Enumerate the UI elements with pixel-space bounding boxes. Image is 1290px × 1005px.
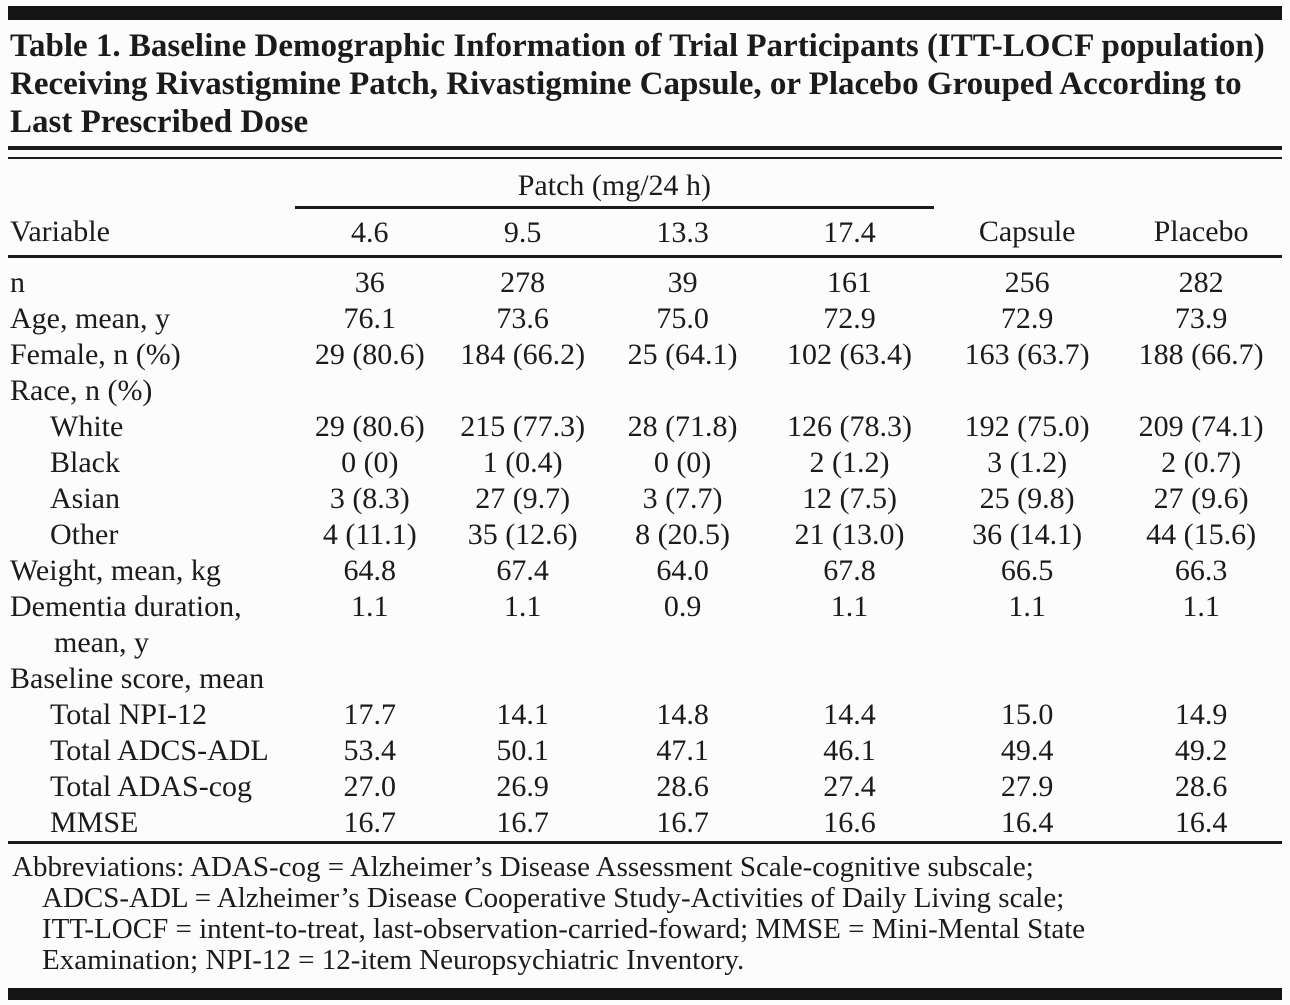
- cell-value: 64.0: [656, 554, 709, 587]
- cell-value: 27.9: [1000, 770, 1054, 803]
- cell-value: 47.1: [656, 734, 709, 767]
- cell-value: 27 (9.7): [475, 482, 571, 515]
- cell-value: [600, 373, 764, 409]
- cell-value: 50.1: [496, 734, 549, 767]
- cell-value: [934, 373, 1120, 409]
- cell-value: 1 (0.4): [482, 446, 563, 479]
- column-header-4.6: 4.6: [295, 208, 445, 257]
- cell-value: [765, 373, 934, 409]
- table-row-other: [8, 517, 1282, 553]
- footnote-line: ADCS-ADL = Alzheimer’s Disease Cooperative Study-Activities of Daily Living scale;: [42, 882, 1065, 914]
- cell-value: 36: [354, 266, 385, 299]
- column-header-row: [8, 208, 1282, 257]
- cell-value: 14.4: [823, 698, 876, 731]
- table-title: Table 1. Baseline Demographic Information of Trial Participants (ITT-LOCF population) Receiving Rivastigmine Patch, Rivastigmine Capsule, or Placebo Grouped According to Last Prescribed Dose: [10, 28, 1265, 140]
- cell-value: 28 (71.8): [627, 410, 738, 443]
- table-row-age-mean-y: [8, 301, 1282, 337]
- cell-value: 67.4: [496, 554, 549, 587]
- cell-value: 3 (7.7): [642, 482, 723, 515]
- column-header-variable: Variable: [8, 208, 295, 257]
- abbreviations-footnote: [8, 841, 1282, 986]
- cell-value: 44 (15.6): [1146, 518, 1257, 551]
- cell-value: [934, 661, 1120, 697]
- table-row-mmse: [8, 805, 1282, 841]
- row-label: Other: [50, 518, 119, 551]
- cell-value: 15.0: [1000, 698, 1054, 731]
- cell-value: [765, 661, 934, 697]
- cell-value: 282: [1178, 266, 1224, 299]
- column-header-17.4: 17.4: [765, 208, 934, 257]
- group-header-spacer: [1120, 159, 1282, 208]
- cell-value: 0.9: [663, 590, 702, 623]
- cell-value: 161: [826, 266, 872, 299]
- cell-value: 64.8: [343, 554, 397, 587]
- cell-value: [295, 661, 445, 697]
- cell-value: 215 (77.3): [460, 410, 586, 443]
- cell-value: 4 (11.1): [322, 518, 417, 551]
- group-header-row: [8, 159, 1282, 208]
- row-label: Black: [50, 446, 120, 479]
- table-row-n: [8, 257, 1282, 302]
- footnote-line: Abbreviations: ADAS-cog = Alzheimer’s Disease Assessment Scale-cognitive subscale;: [12, 851, 1034, 883]
- table-row-baseline-score-mean: [8, 661, 1282, 697]
- cell-value: 25 (9.8): [979, 482, 1075, 515]
- cell-value: 1.1: [1182, 590, 1220, 623]
- column-header-placebo: Placebo: [1120, 208, 1282, 257]
- cell-value: 36 (14.1): [972, 518, 1083, 551]
- cell-value: 14.9: [1174, 698, 1228, 731]
- row-label: MMSE: [50, 806, 139, 839]
- cell-value: 28.6: [1174, 770, 1228, 803]
- table-row-dementia-duration: [8, 589, 1282, 661]
- cell-value: 66.5: [1000, 554, 1054, 587]
- table-row-asian: [8, 481, 1282, 517]
- cell-value: 1.1: [1008, 590, 1046, 623]
- cell-value: 1.1: [503, 590, 542, 623]
- cell-value: 25 (64.1): [627, 338, 738, 371]
- cell-value: 35 (12.6): [467, 518, 578, 551]
- cell-value: [1120, 373, 1282, 409]
- column-header-capsule: Capsule: [934, 208, 1120, 257]
- cell-value: 188 (66.7): [1138, 338, 1264, 371]
- row-label-continuation: mean, y: [54, 626, 149, 659]
- table-row-white: [8, 409, 1282, 445]
- table-row-total-npi-12: [8, 697, 1282, 733]
- table-row-female-n: [8, 337, 1282, 373]
- row-label: Race, n (%): [10, 374, 153, 407]
- cell-value: 2 (0.7): [1161, 446, 1242, 479]
- cell-value: [295, 373, 445, 409]
- row-label: n: [10, 266, 25, 299]
- cell-value: 27.4: [823, 770, 876, 803]
- cell-value: 29 (80.6): [314, 410, 425, 443]
- cell-value: [600, 661, 764, 697]
- footnote-line: Examination; NPI-12 = 12-item Neuropsychiatric Inventory.: [42, 944, 745, 976]
- cell-value: 46.1: [823, 734, 876, 767]
- cell-value: 3 (1.2): [987, 446, 1068, 479]
- cell-value: 28.6: [656, 770, 709, 803]
- cell-value: 66.3: [1174, 554, 1228, 587]
- cell-value: 0 (0): [341, 446, 399, 479]
- bottom-rule-bar: [8, 988, 1282, 1000]
- cell-value: 14.8: [656, 698, 709, 731]
- table-row-total-adcs-adl: [8, 733, 1282, 769]
- title-separator: [8, 146, 1282, 159]
- row-label: Baseline score, mean: [10, 662, 265, 695]
- cell-value: 163 (63.7): [964, 338, 1090, 371]
- footnote-line: ITT-LOCF = intent-to-treat, last-observation-carried-foward; MMSE = Mini-Mental State: [42, 913, 1086, 945]
- table-row-race-n: [8, 373, 1282, 409]
- column-header-9.5: 9.5: [445, 208, 600, 257]
- cell-value: 16.7: [343, 806, 397, 839]
- cell-value: 26.9: [496, 770, 549, 803]
- group-header-spacer: [8, 159, 295, 208]
- cell-value: 0 (0): [653, 446, 712, 479]
- cell-value: 27 (9.6): [1153, 482, 1249, 515]
- cell-value: 192 (75.0): [964, 410, 1090, 443]
- table-row-total-adas-cog: [8, 769, 1282, 805]
- cell-value: 72.9: [1000, 302, 1054, 335]
- cell-value: 1.1: [351, 590, 389, 623]
- table-body: [8, 257, 1282, 842]
- cell-value: 126 (78.3): [786, 410, 912, 443]
- top-rule-bar: [8, 6, 1282, 20]
- cell-value: 73.6: [496, 302, 549, 335]
- cell-value: 27.0: [343, 770, 397, 803]
- cell-value: 278: [500, 266, 546, 299]
- cell-value: 256: [1004, 266, 1050, 299]
- cell-value: 16.4: [1174, 806, 1228, 839]
- cell-value: 49.2: [1174, 734, 1228, 767]
- patch-group-header: Patch (mg/24 h): [295, 159, 935, 208]
- group-header-spacer: [934, 159, 1120, 208]
- cell-value: 49.4: [1000, 734, 1054, 767]
- row-label: Dementia duration, mean, y: [8, 589, 295, 661]
- row-label: Total ADAS-cog: [50, 770, 253, 803]
- cell-value: 2 (1.2): [809, 446, 890, 479]
- cell-value: [1120, 661, 1282, 697]
- row-label: Female, n (%): [10, 338, 181, 371]
- cell-value: [445, 373, 600, 409]
- cell-value: 75.0: [656, 302, 709, 335]
- cell-value: 17.7: [343, 698, 397, 731]
- cell-value: 12 (7.5): [801, 482, 897, 515]
- cell-value: 1.1: [830, 590, 869, 623]
- column-header-13.3: 13.3: [600, 208, 764, 257]
- cell-value: 14.1: [496, 698, 549, 731]
- cell-value: 16.6: [823, 806, 876, 839]
- cell-value: 8 (20.5): [635, 518, 731, 551]
- row-label: White: [50, 410, 124, 443]
- row-label: Weight, mean, kg: [10, 554, 221, 587]
- row-label: Age, mean, y: [10, 302, 170, 335]
- table-row-weight-mean-kg: [8, 553, 1282, 589]
- cell-value: 21 (13.0): [794, 518, 905, 551]
- cell-value: 29 (80.6): [314, 338, 425, 371]
- cell-value: 72.9: [823, 302, 876, 335]
- cell-value: 67.8: [823, 554, 876, 587]
- cell-value: 16.7: [656, 806, 709, 839]
- cell-value: 3 (8.3): [329, 482, 410, 515]
- cell-value: 102 (63.4): [786, 338, 912, 371]
- cell-value: 16.7: [496, 806, 549, 839]
- cell-value: 39: [667, 266, 698, 299]
- row-label: Total NPI-12: [50, 698, 208, 731]
- demographics-table: [8, 159, 1282, 841]
- row-label: Total ADCS-ADL: [50, 734, 269, 767]
- cell-value: 76.1: [343, 302, 397, 335]
- cell-value: [445, 661, 600, 697]
- cell-value: 209 (74.1): [1138, 410, 1264, 443]
- row-label: Asian: [50, 482, 120, 515]
- cell-value: 53.4: [343, 734, 397, 767]
- cell-value: 16.4: [1000, 806, 1054, 839]
- table-row-black: [8, 445, 1282, 481]
- cell-value: 73.9: [1174, 302, 1228, 335]
- cell-value: 184 (66.2): [460, 338, 586, 371]
